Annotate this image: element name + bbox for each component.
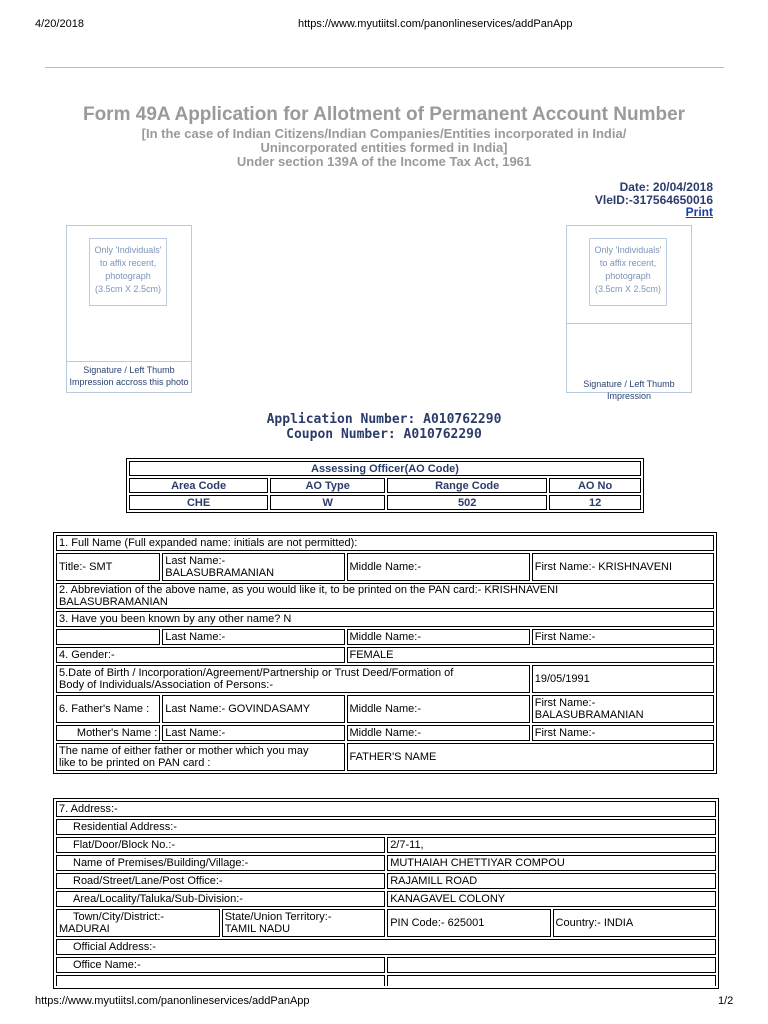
photo-text: photograph: [105, 271, 151, 281]
label: Last Name:-: [165, 555, 226, 567]
photo-instructions-left: [89, 238, 167, 306]
mother-name-label: Mother's Name :: [56, 725, 160, 741]
line: 2. Abbreviation of the above name, as you would like it, to be printed on the PAN card:- KRISHNAVENI: [59, 584, 559, 596]
photo-box-left: [66, 225, 192, 393]
road-value: RAJAMILL ROAD: [387, 873, 716, 889]
print-link[interactable]: Print: [685, 205, 713, 219]
value: MADURAI: [59, 923, 110, 935]
ao-header-type: AO Type: [270, 478, 385, 493]
ao-header-range: Range Code: [387, 478, 547, 493]
area-label: Area/Locality/Taluka/Sub-Division:-: [56, 891, 385, 907]
continued-cell: [56, 975, 385, 986]
state-field: [222, 909, 385, 937]
signature-caption-right: Signature / Left Thumb Impression: [583, 379, 675, 401]
section-address: 7. Address:-: [56, 801, 716, 817]
mother-last-name: Last Name:-: [162, 725, 344, 741]
label: State/Union Territory:-: [224, 911, 332, 923]
photo-text: (3.5cm X 2.5cm): [94, 284, 161, 294]
title-field: Title:- SMT: [56, 553, 160, 581]
ao-type: W: [270, 495, 385, 510]
other-name-blank: [56, 629, 160, 645]
flat-label: Flat/Door/Block No.:-: [56, 837, 385, 853]
country-field: Country:- INDIA: [553, 909, 716, 937]
photo-text: photograph: [605, 271, 651, 281]
road-label: Road/Street/Lane/Post Office:-: [56, 873, 385, 889]
office-name-label: Office Name:-: [56, 957, 385, 973]
premises-value: MUTHAIAH CHETTIYAR COMPOU: [387, 855, 716, 871]
photo-text: to affix recent,: [599, 258, 657, 268]
middle-name-field: Middle Name:-: [347, 553, 530, 581]
personal-details-table: [53, 532, 717, 774]
ao-area-code: CHE: [129, 495, 268, 510]
header-divider: [45, 67, 724, 68]
other-middle-name: Middle Name:-: [347, 629, 530, 645]
line: Body of Individuals/Association of Persons:-: [59, 679, 274, 691]
father-middle-name: Middle Name:-: [347, 695, 530, 723]
photo-text: Only 'Individuals': [94, 245, 162, 255]
premises-label: Name of Premises/Building/Village:-: [56, 855, 385, 871]
form-subtitle-2: Unincorporated entities formed in India]: [260, 140, 508, 155]
photo-box-right: [566, 225, 692, 401]
town-field: [56, 909, 220, 937]
mother-middle-name: Middle Name:-: [347, 725, 530, 741]
ao-no: 12: [549, 495, 641, 510]
last-name-field: [162, 553, 344, 581]
continued-cell: [387, 975, 716, 986]
form-title: Form 49A Application for Allotment of Permanent Account Number: [82, 104, 686, 125]
dob-value: 19/05/1991: [532, 665, 714, 693]
office-name-value: [387, 957, 716, 973]
photo-text: (3.5cm X 2.5cm): [594, 284, 661, 294]
section-abbreviation: [56, 583, 714, 609]
other-first-name: First Name:-: [532, 629, 714, 645]
photo-divider: [67, 361, 191, 362]
father-last-name: Last Name:- GOVINDASAMY: [162, 695, 344, 723]
form-subtitle-3: Under section 139A of the Income Tax Act, 1961: [236, 154, 532, 169]
address-table: [53, 798, 719, 989]
label: Town/City/District:-: [73, 911, 165, 923]
line: BALASUBRAMANIAN: [59, 596, 168, 608]
coupon-number: Coupon Number: A010762290: [286, 427, 482, 442]
line: like to be printed on PAN card :: [59, 757, 211, 769]
signature-caption-left: [67, 364, 191, 388]
flat-value: 2/7-11,: [387, 837, 716, 853]
other-last-name: Last Name:-: [162, 629, 344, 645]
page-number: 1/2: [718, 995, 734, 1007]
label: First Name:-: [534, 697, 596, 709]
ao-range-code: 502: [387, 495, 547, 510]
ao-code-table: [126, 458, 644, 513]
print-parent-name-question: [56, 743, 345, 771]
value: BALASUBRAMANIAN: [165, 567, 275, 579]
print-parent-name-answer: FATHER'S NAME: [347, 743, 715, 771]
vle-id: VleID:-317564650016: [594, 193, 713, 207]
area-value: KANAGAVEL COLONY: [387, 891, 716, 907]
print-date: 4/20/2018: [35, 18, 84, 30]
first-name-field: First Name:- KRISHNAVENI: [532, 553, 714, 581]
value: TAMIL NADU: [224, 923, 291, 935]
photo-divider: [567, 323, 691, 324]
photo-text: Only 'Individuals': [594, 245, 662, 255]
section-full-name: 1. Full Name (Full expanded name: initials are not permitted):: [56, 535, 714, 551]
ao-header-no: AO No: [549, 478, 641, 493]
section-other-name: 3. Have you been known by any other name? N: [56, 611, 714, 627]
photo-instructions-right: [589, 238, 667, 306]
page-url: https://www.myutiitsl.com/panonlineservices/addPanApp: [298, 18, 573, 30]
residential-address-heading: Residential Address:-: [56, 819, 716, 835]
application-number: Application Number: A010762290: [266, 412, 502, 427]
value: BALASUBRAMANIAN: [534, 709, 644, 721]
line: 5.Date of Birth / Incorporation/Agreement/Partnership or Trust Deed/Formation of: [59, 667, 454, 679]
caption-line: Signature / Left Thumb: [83, 365, 175, 375]
ao-header-area: Area Code: [129, 478, 268, 493]
line: The name of either father or mother which you may: [59, 745, 309, 757]
father-first-name: [532, 695, 714, 723]
caption-line: Impression accross this photo: [69, 377, 189, 387]
dob-label: [56, 665, 530, 693]
photo-text: to affix recent,: [99, 258, 157, 268]
form-date: Date: 20/04/2018: [619, 180, 713, 194]
father-name-label: 6. Father's Name :: [56, 695, 160, 723]
ao-heading: Assessing Officer(AO Code): [129, 461, 641, 476]
form-subtitle-1: [In the case of Indian Citizens/Indian Companies/Entities incorporated in India/: [141, 126, 627, 141]
gender-label: 4. Gender:-: [56, 647, 345, 663]
pin-field: PIN Code:- 625001: [387, 909, 550, 937]
footer-url: https://www.myutiitsl.com/panonlineservices/addPanApp: [35, 995, 310, 1007]
official-address-heading: Official Address:-: [56, 939, 716, 955]
gender-value: FEMALE: [347, 647, 715, 663]
mother-first-name: First Name:-: [532, 725, 714, 741]
